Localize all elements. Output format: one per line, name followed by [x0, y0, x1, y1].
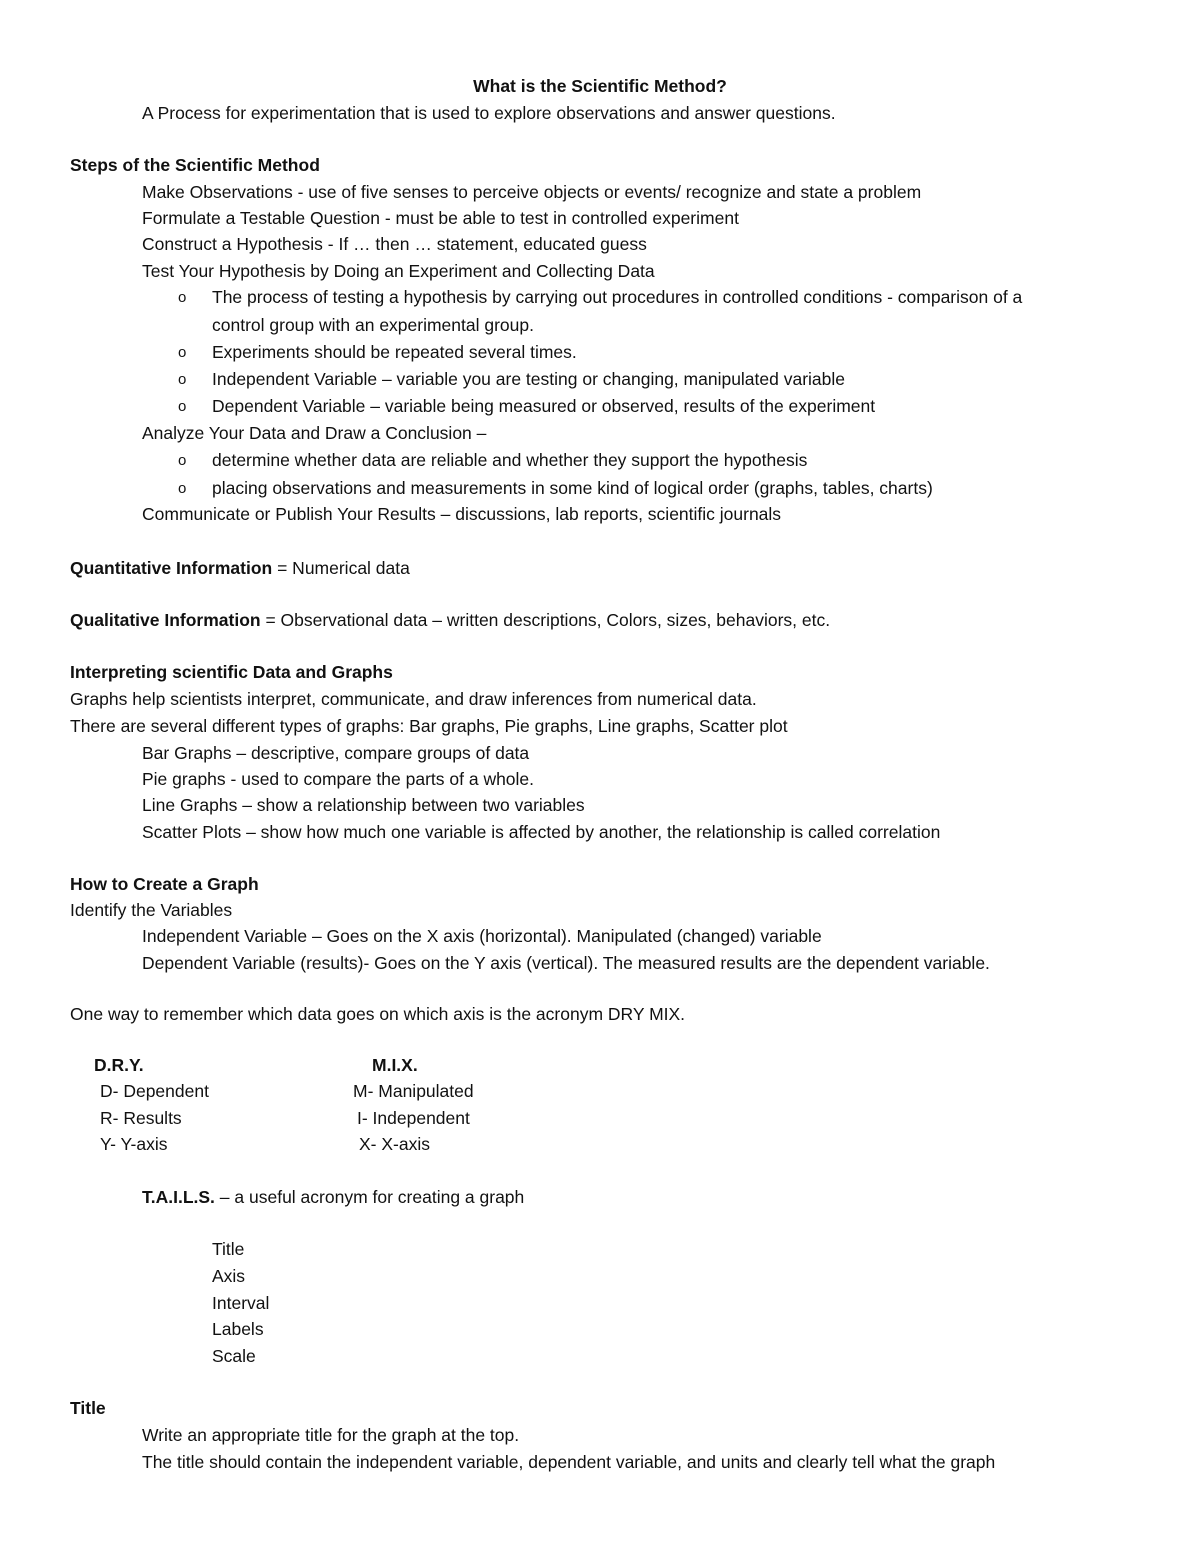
create-graph-heading: How to Create a Graph [70, 874, 259, 894]
step-hypothesis: Construct a Hypothesis - If … then … statement, educated guess [142, 234, 647, 254]
analyze-bullet: placing observations and measurements in some kind of logical order (graphs, tables, charts) [212, 478, 933, 498]
mix-heading: M.I.X. [372, 1055, 418, 1075]
bar-graphs-text: Bar Graphs – descriptive, compare groups of data [142, 743, 530, 763]
step-observations: Make Observations - use of five senses to perceive objects or events/ recognize and state a problem [142, 182, 922, 202]
bullet-marker-icon: o [178, 480, 187, 497]
mix-item: M- Manipulated [353, 1081, 474, 1101]
scatter-plots-text: Scatter Plots – show how much one variable is affected by another, the relationship is called correlation [142, 822, 941, 842]
quantitative-definition: = Numerical data [272, 558, 410, 578]
quantitative-term: Quantitative Information [70, 558, 273, 578]
page-title: What is the Scientific Method? [473, 76, 727, 96]
mix-item: I- Independent [357, 1108, 470, 1128]
test-bullet-continued: control group with an experimental group. [212, 315, 534, 335]
tails-item: Scale [212, 1346, 256, 1366]
qualitative-term: Qualitative Information [70, 610, 261, 630]
dry-mix-text: One way to remember which data goes on which axis is the acronym DRY MIX. [70, 1004, 686, 1024]
tails-line [142, 1186, 524, 1208]
bullet-marker-icon: o [178, 289, 187, 306]
dry-heading: D.R.Y. [94, 1055, 144, 1075]
bullet-marker-icon: o [178, 452, 187, 469]
bullet-marker-icon: o [178, 371, 187, 388]
tails-term: T.A.I.L.S. [142, 1187, 215, 1207]
independent-variable-text: Independent Variable – Goes on the X axis (horizontal). Manipulated (changed) variable [142, 926, 822, 946]
step-test: Test Your Hypothesis by Doing an Experiment and Collecting Data [142, 261, 655, 281]
quantitative-line [70, 557, 410, 579]
title-section-text: Write an appropriate title for the graph at the top. [142, 1425, 520, 1445]
qualitative-definition: = Observational data – written descriptions, Colors, sizes, behaviors, etc. [260, 610, 831, 630]
title-section-heading: Title [70, 1398, 106, 1418]
dependent-variable-text: Dependent Variable (results)- Goes on the Y axis (vertical). The measured results are the dependent variable. [142, 953, 990, 973]
test-bullet: The process of testing a hypothesis by carrying out procedures in controlled conditions - comparison of a [212, 287, 1023, 307]
analyze-bullet: determine whether data are reliable and whether they support the hypothesis [212, 450, 808, 470]
bullet-marker-icon: o [178, 344, 187, 361]
test-bullet: Dependent Variable – variable being measured or observed, results of the experiment [212, 396, 876, 416]
graph-types-text: There are several different types of graphs: Bar graphs, Pie graphs, Line graphs, Scatter plot [70, 716, 788, 736]
tails-item: Axis [212, 1266, 246, 1286]
title-section-text: The title should contain the independent variable, dependent variable, and units and clearly tell what the graph [142, 1452, 996, 1472]
tails-description: – a useful acronym for creating a graph [214, 1187, 525, 1207]
step-communicate: Communicate or Publish Your Results – discussions, lab reports, scientific journals [142, 504, 782, 524]
steps-heading: Steps of the Scientific Method [70, 155, 320, 175]
test-bullet: Experiments should be repeated several times. [212, 342, 577, 362]
qualitative-line [70, 609, 830, 631]
step-analyze: Analyze Your Data and Draw a Conclusion – [142, 423, 487, 443]
identify-variables-text: Identify the Variables [70, 900, 233, 920]
tails-item: Interval [212, 1293, 270, 1313]
pie-graphs-text: Pie graphs - used to compare the parts of a whole. [142, 769, 535, 789]
dry-item: D- Dependent [100, 1081, 209, 1101]
dry-item: R- Results [100, 1108, 182, 1128]
test-bullet: Independent Variable – variable you are testing or changing, manipulated variable [212, 369, 846, 389]
step-question: Formulate a Testable Question - must be able to test in controlled experiment [142, 208, 739, 228]
mix-item: X- X-axis [359, 1134, 430, 1154]
dry-item: Y- Y-axis [100, 1134, 168, 1154]
tails-item: Title [212, 1239, 245, 1259]
tails-item: Labels [212, 1319, 264, 1339]
interpreting-heading: Interpreting scientific Data and Graphs [70, 662, 393, 682]
interpreting-text: Graphs help scientists interpret, communicate, and draw inferences from numerical data. [70, 689, 757, 709]
intro-text: A Process for experimentation that is used to explore observations and answer questions. [142, 103, 836, 123]
bullet-marker-icon: o [178, 398, 187, 415]
line-graphs-text: Line Graphs – show a relationship between two variables [142, 795, 585, 815]
